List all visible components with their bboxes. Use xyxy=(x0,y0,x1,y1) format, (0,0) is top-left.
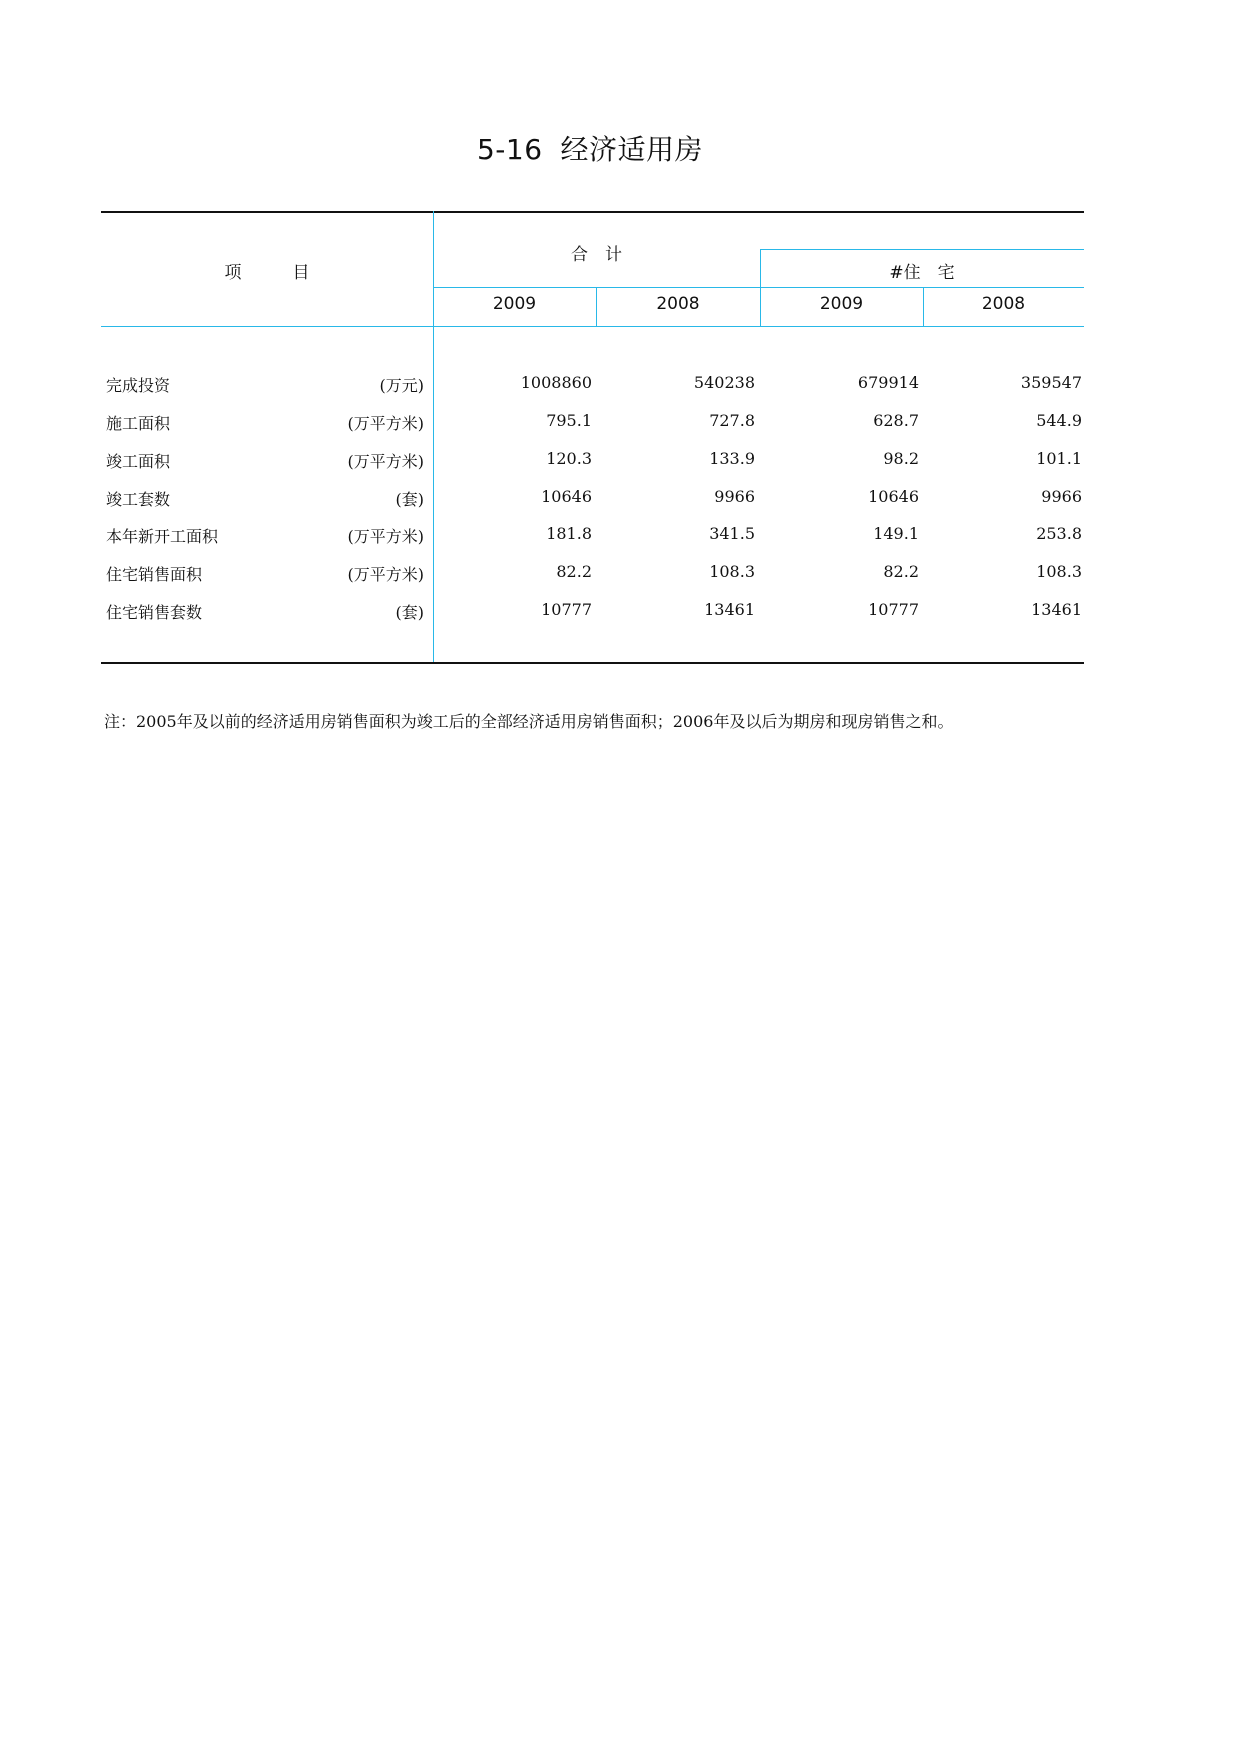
header-bottom-rule xyxy=(101,326,1084,327)
table-row xyxy=(101,562,1084,596)
cell-value: 108.3 xyxy=(709,562,755,581)
table-row xyxy=(101,487,1084,521)
cell-value: 101.1 xyxy=(1036,449,1082,468)
cell-value: 628.7 xyxy=(873,411,919,430)
year-header-rule xyxy=(433,287,1084,288)
cell-value: 13461 xyxy=(1031,600,1082,619)
row-label: 住宅销售套数 xyxy=(106,603,203,622)
cell-value: 10777 xyxy=(541,600,592,619)
cell-value: 1008860 xyxy=(520,373,592,392)
row-unit: (套) xyxy=(395,490,424,509)
item-column-header: 项 目 xyxy=(224,263,310,283)
year-header: 2008 xyxy=(981,294,1026,314)
cell-value: 10646 xyxy=(868,487,919,506)
cell-value: 253.8 xyxy=(1036,524,1082,543)
table-row xyxy=(101,411,1084,445)
row-unit: (万平方米) xyxy=(347,527,424,546)
cell-value: 359547 xyxy=(1020,373,1082,392)
residential-header-rule xyxy=(760,249,1084,250)
cell-value: 544.9 xyxy=(1036,411,1082,430)
cell-value: 795.1 xyxy=(546,411,592,430)
year-header: 2008 xyxy=(656,294,700,314)
cell-value: 679914 xyxy=(857,373,919,392)
total-column-header: 合 计 xyxy=(571,245,622,265)
table-footnote: 注：2005年及以前的经济适用房销售面积为竣工后的全部经济适用房销售面积；2006年及以后为期房和现房销售之和。 xyxy=(104,712,954,731)
cell-value: 98.2 xyxy=(883,449,919,468)
cell-value: 120.3 xyxy=(546,449,592,468)
row-label: 住宅销售面积 xyxy=(106,565,203,584)
year-header: 2009 xyxy=(819,294,864,314)
cell-value: 82.2 xyxy=(883,562,919,581)
row-label: 本年新开工面积 xyxy=(106,527,219,546)
table-bottom-rule xyxy=(101,662,1084,664)
cell-value: 341.5 xyxy=(709,524,755,543)
row-label: 竣工套数 xyxy=(106,490,171,509)
row-unit: (万元) xyxy=(379,376,424,395)
residential-column-header: #住 宅 xyxy=(889,263,955,283)
page-title xyxy=(0,128,1180,168)
cell-value: 540238 xyxy=(693,373,755,392)
row-unit: (万平方米) xyxy=(347,414,424,433)
cell-value: 10777 xyxy=(868,600,919,619)
row-label: 完成投资 xyxy=(106,376,171,395)
data-table xyxy=(101,211,1084,662)
cell-value: 108.3 xyxy=(1036,562,1082,581)
cell-value: 133.9 xyxy=(709,449,755,468)
table-row xyxy=(101,373,1084,407)
row-unit: (万平方米) xyxy=(347,452,424,471)
year-header: 2009 xyxy=(492,294,537,314)
table-number: 5-16 xyxy=(476,133,543,166)
cell-value: 13461 xyxy=(704,600,755,619)
row-unit: (套) xyxy=(395,603,424,622)
table-row xyxy=(101,600,1084,634)
row-label: 竣工面积 xyxy=(106,452,171,471)
table-top-rule xyxy=(101,211,1084,213)
row-label: 施工面积 xyxy=(106,414,171,433)
cell-value: 82.2 xyxy=(556,562,592,581)
cell-value: 149.1 xyxy=(873,524,919,543)
cell-value: 10646 xyxy=(541,487,592,506)
table-row xyxy=(101,449,1084,483)
cell-value: 181.8 xyxy=(546,524,592,543)
cell-value: 9966 xyxy=(1041,487,1082,506)
table-title: 经济适用房 xyxy=(560,133,704,166)
row-unit: (万平方米) xyxy=(347,565,424,584)
table-row xyxy=(101,524,1084,558)
cell-value: 727.8 xyxy=(709,411,755,430)
cell-value: 9966 xyxy=(714,487,755,506)
